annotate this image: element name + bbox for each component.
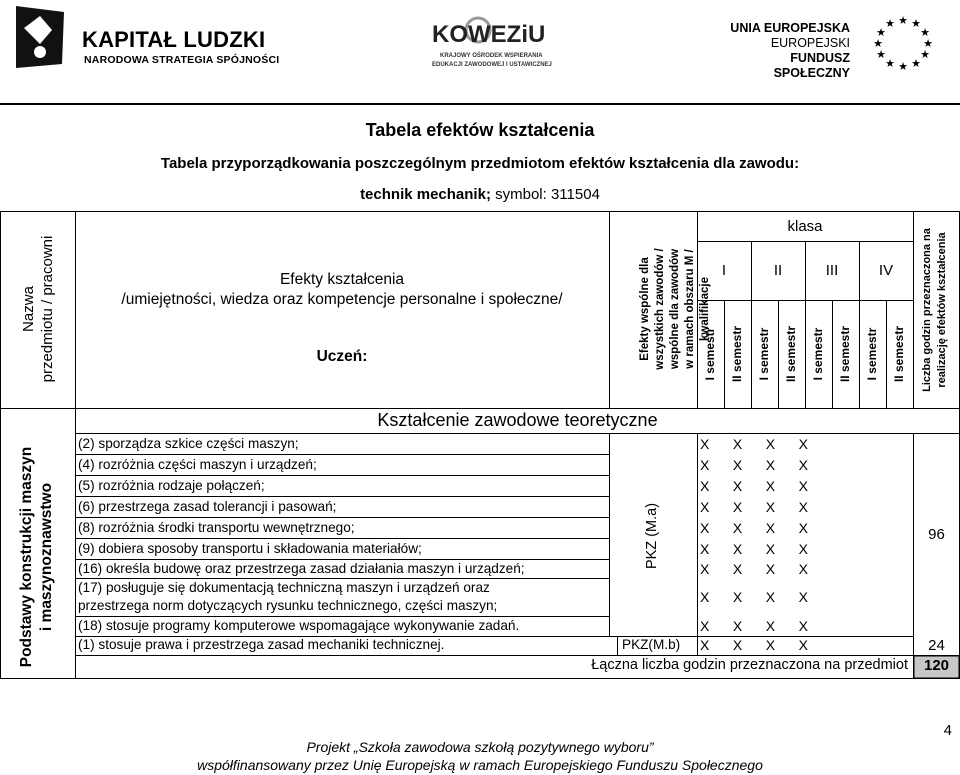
common-effects-line2: wszystkich zawodów / [654,248,666,370]
table-row: (6) przestrzega zasad tolerancji i pasowań; [78,499,337,514]
subject-name [17,439,59,675]
mark: X [798,637,808,653]
mark: X [700,637,710,653]
total-value: 120 [923,657,950,674]
svg-text:★: ★ [911,17,921,30]
table-row: (5) rozróżnia rodzaje połączeń; [78,478,265,493]
class-IV: IV [878,262,894,279]
mark: X [765,499,776,515]
mark: X [798,541,808,557]
table-row-line2: przestrzega norm dotyczących rysunku technicznego, części maszyn; [78,598,498,613]
svg-text:★: ★ [873,37,883,50]
hours-header-line1: Liczba godzin przeznaczona na [921,228,933,392]
profession-symbol: symbol: 311504 [490,186,600,203]
common-effects-line3: wspólne dla zawodów [669,248,681,370]
page-number: 4 [943,722,952,739]
mark: X [700,478,710,494]
mark: X [798,499,808,515]
mark: X [765,637,776,653]
total-label: Łączna liczba godzin przeznaczona na przedmiot [591,657,908,673]
profession-name: technik mechanik; [360,186,491,203]
common-effects-line4: w ramach obszaru M / [684,249,696,369]
eu-line3: FUNDUSZ SPOŁECZNY [773,51,850,80]
mark: X [798,436,808,452]
row-marks [700,436,808,452]
mark: X [798,520,808,536]
mark: X [765,561,776,577]
effects-subtitle: /umiejętności, wiedza oraz kompetencje personalne i społeczne/ [121,291,563,308]
svg-text:★: ★ [885,17,895,30]
footer-line2: współfinansowany przez Unię Europejską w ramach Europejskiego Funduszu Społecznego [197,757,763,773]
svg-text:★: ★ [885,57,895,70]
table-row: (1) stosuje prawa i przestrzega zasad mechaniki technicznej. [78,637,445,652]
subject-name-line2: i maszynoznawstwo [38,482,55,632]
hours-header-line2: realizację efektów kształcenia [936,232,948,388]
mark: X [700,618,710,634]
eu-line2: EUROPEJSKI [770,36,850,50]
mark: X [798,589,808,605]
semester-header-8: II semestr [892,325,906,383]
mark: X [732,618,743,634]
mark: X [732,561,743,577]
mark: X [765,541,776,557]
common-effects-line1: Efekty wspólne dla [639,257,651,361]
mark: X [765,589,776,605]
hours-column-header [920,212,952,408]
svg-text:★: ★ [920,48,930,61]
eu-line1: UNIA EUROPEJSKA [730,21,850,35]
mark: X [732,478,743,494]
table-row: (16) określa budowę oraz przestrzega zasad działania maszyn i urządzeń; [78,561,525,576]
table-row: (18) stosuje programy komputerowe wspomagające wykonywanie zadań. [78,618,520,633]
kapital-ludzki-subtitle: NARODOWA STRATEGIA SPÓJNOŚCI [84,54,280,66]
mark: X [798,457,808,473]
mark: X [732,499,743,515]
class-I: I [721,262,727,279]
last-row-pkz: PKZ(M.b) [622,637,681,652]
mark: X [765,457,776,473]
svg-text:★: ★ [911,57,921,70]
group-hours: 96 [928,526,945,543]
mark: X [700,457,710,473]
mark: X [732,541,743,557]
koweziu-name: KOWEZiU [432,21,546,48]
row-marks [700,457,808,473]
table-row: (2) sporządza szkice części maszyn; [78,436,299,451]
row-marks [700,478,808,494]
mark: X [732,520,743,536]
row-marks [700,561,808,577]
mark: X [732,637,743,653]
mark: X [765,478,776,494]
svg-text:★: ★ [876,48,886,61]
semester-header-2: II semestr [730,325,744,383]
koweziu-line2: EDUKACJI ZAWODOWEJ I USTAWICZNEJ [432,62,552,68]
class-II: II [773,262,783,279]
koweziu-line1: KRAJOWY OŚRODEK WSPIERANIA [440,53,543,59]
pkz-group-label: PKZ (M.a) [644,502,660,570]
mark: X [798,478,808,494]
klasa-header: klasa [787,218,823,235]
common-effects-line5: kwalifikacje [699,277,711,341]
subject-name-line1: Podstawy konstrukcji maszyn [18,446,35,668]
row-marks [700,589,808,605]
mark: X [732,457,743,473]
svg-text:★: ★ [876,26,886,39]
svg-text:★: ★ [898,14,908,27]
svg-text:★: ★ [920,26,930,39]
mark: X [765,436,776,452]
mark: X [765,618,776,634]
section-title: Kształcenie zawodowe teoretyczne [377,410,658,430]
semester-header-3: I semestr [757,327,771,381]
mark: X [732,436,743,452]
row-marks [700,520,808,536]
mark: X [765,520,776,536]
semester-header-7: I semestr [865,327,879,381]
last-row-hours: 24 [928,637,945,654]
subject-header-line1: Nazwa [20,286,37,332]
semester-header-4: II semestr [784,325,798,383]
mark: X [798,618,808,634]
semester-header-5: I semestr [811,327,825,381]
effects-title: Efekty kształcenia [279,271,405,288]
mark: X [700,541,710,557]
subject-header-line2: przedmiotu / pracowni [39,235,56,383]
kapital-ludzki-title: KAPITAŁ LUDZKI [82,27,266,52]
row-marks [700,541,808,557]
footer-line1: Projekt „Szkoła zawodowa szkołą pozytywnego wyboru” [306,739,654,755]
mark: X [700,520,710,536]
row-marks [700,499,808,515]
semester-header-1: I semestr [703,327,717,381]
mark: X [700,561,710,577]
svg-text:★: ★ [923,37,933,50]
row-marks [700,618,808,634]
class-III: III [825,262,839,279]
table-row: (9) dobiera sposoby transportu i składowania materiałów; [78,541,422,556]
table-row-line1: (17) posługuje się dokumentacją techniczną maszyn i urządzeń oraz [78,580,490,595]
mark: X [798,561,808,577]
mark: X [700,589,710,605]
semester-header-6: II semestr [838,325,852,383]
mark: X [700,499,710,515]
page-subtitle: Tabela przyporządkowania poszczególnym przedmiotom efektów kształcenia dla zawodu: [160,155,800,172]
mark: X [732,589,743,605]
page-title: Tabela efektów kształcenia [365,120,595,140]
mark: X [700,436,710,452]
table-row: (4) rozróżnia części maszyn i urządzeń; [78,457,317,472]
student-label: Uczeń: [316,348,368,365]
table-row: (8) rozróżnia środki transportu wewnętrznego; [78,520,355,535]
subject-column-header [19,211,57,407]
svg-text:★: ★ [898,60,908,73]
row-marks [700,637,808,653]
